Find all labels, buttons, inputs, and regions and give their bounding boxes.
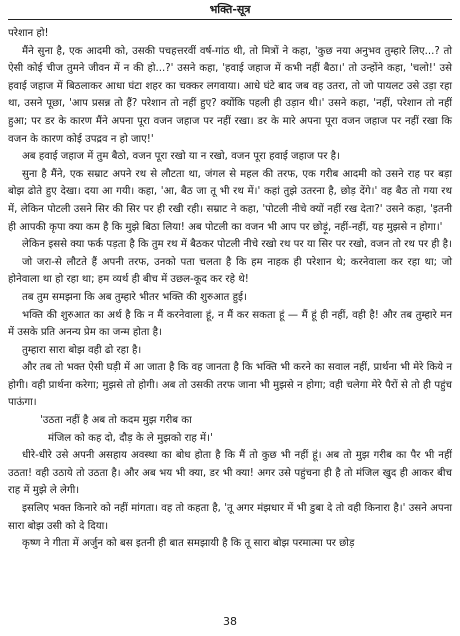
page-number: 38: [223, 615, 237, 628]
verse-line: मंजिल को कह दो, दौड़ के ले मुझको राह में।': [48, 432, 213, 444]
paragraph: सुना है मैंने, एक सम्राट अपने रथ से लौटता था, जंगल से महल की तरफ, एक गरीब आदमी को उसने राह पर बड़ा बोझ ढोते हुए देखा। दया आ गयी। कहा, 'आ, बैठ जा तू भी रथ में।' कहां तुझे उतरना है, छोड़ देंगे।' वह बैठ तो गया रथ में, लेकिन पोटली उसने सिर की सिर पर ही रखी रही। सम्राट ने कहा, 'पोटली नीचे क्यों नहीं रख देता?' उसने कहा, 'इतनी ही आपकी कृपा क्या कम है कि मुझे बिठा लिया! अब पोटली का वजन भी आप पर छोड़ूं, नहीं-नहीं, यह मुझसे न होगा।': [8, 168, 452, 233]
paragraph: परेशान हो!: [8, 28, 49, 39]
paragraph: जो जरा-से लौटते हैं अपनी तरफ, उनको पता चलता है कि हम नाहक ही परेशान थे; करनेवाला कर रहा था; जो होनेवाला था हो रहा था; हम व्यर्थ ही बीच में उछल-कूद कर रहे थे!: [8, 256, 452, 286]
paragraph: धीरे-धीरे उसे अपनी असहाय अवस्था का बोध होता है कि मैं तो कुछ भी नहीं हूं। अब तो मुझ गरीब का पैर भी नहीं उठता! वही उठाये तो उठता है। और अब भय भी क्या, डर भी क्या! अगर उसे पहुंचना ही है तो मंजिल खुद ही आकर बीच राह में मुझे ले लेगी।: [8, 450, 452, 497]
header-rule: [8, 19, 452, 20]
paragraph: तब तुम समझना कि अब तुम्हारे भीतर भक्ति की शुरुआत हुई।: [22, 291, 247, 303]
page-body: [8, 25, 452, 553]
paragraph: लेकिन इससे क्या फर्क पड़ता है कि तुम रथ में बैठकर पोटली नीचे रखो रथ पर या सिर पर रखो, वजन तो रथ पर ही है।: [22, 239, 452, 251]
paragraph: और तब तो भक्त ऐसी घड़ी में आ जाता है कि वह जानता है कि भक्ति भी करने का सवाल नहीं, प्रार्थना भी मेरे किये न होगी। वही प्रार्थना करेगा; मुझसे तो होगी। अब तो उसकी तरफ जाना भी मुझसे न होगा; वही चलेगा मेरे पैरों से तो ही पहुंच पाऊंगा।: [8, 362, 452, 409]
paragraph: मैंने सुना है, एक आदमी को, उसकी पचहत्तरवीं वर्ष-गांठ थी, तो मित्रों ने कहा, 'कुछ नया अनुभव तुम्हारे लिए...? तो ऐसी कोई चीज तुमने जीवन में न की हो...?' उसने कहा, 'हवाई जहाज में कभी नहीं बैठा।' तो उन्होंने कहा, 'चलो!' उसे हवाई जहाज में बिठलाकर आधा घंटा शहर का चक्कर लगवाया। आधे घंटे बाद जब वह उतरा, तो जो पायलट उसे उड़ा रहा था, उसने पूछा, 'आप प्रसन्न तो हैं? परेशान तो नहीं हुए? क्योंकि पहली ही उड़ान थी।' उसने कहा, 'नहीं, परेशान तो नहीं हुआ; पर डर के कारण मैंने अपना पूरा वजन जहाज पर नहीं रखा। डर के मारे अपना पूरा वजन जहाज पर नहीं रखा कि वजन के कारण कोई उपद्रव न हो जाए!': [8, 45, 452, 145]
paragraph: अब हवाई जहाज में तुम बैठो, वजन पूरा रखो या न रखो, वजन पूरा हवाई जहाज पर है।: [22, 151, 340, 163]
verse-line: 'उठता नहीं है अब तो कदम मुझ गरीब का: [40, 415, 192, 427]
running-header: भक्ति-सूत्र: [209, 3, 251, 16]
paragraph: इसलिए भक्त किनारे को नहीं मांगता। वह तो कहता है, 'तू अगर मंझधार में भी डुबा दे तो वही किनारा है।' उसने अपना सारा बोझ उसी को दे दिया।: [8, 503, 452, 532]
paragraph: कृष्ण ने गीता में अर्जुन को बस इतनी ही बात समझायी है कि तू सारा बोझ परमात्मा पर छोड़: [22, 538, 355, 550]
paragraph: भक्ति की शुरुआत का अर्थ है कि न मैं करनेवाला हूं, न मैं कर सकता हूं — मैं हूं ही नहीं, वही है! और तब तुम्हारे मन में उसके प्रति अनन्य प्रेम का जन्म होता है।: [8, 309, 452, 339]
paragraph: तुम्हारा सारा बोझ वही ढो रहा है।: [22, 344, 142, 356]
